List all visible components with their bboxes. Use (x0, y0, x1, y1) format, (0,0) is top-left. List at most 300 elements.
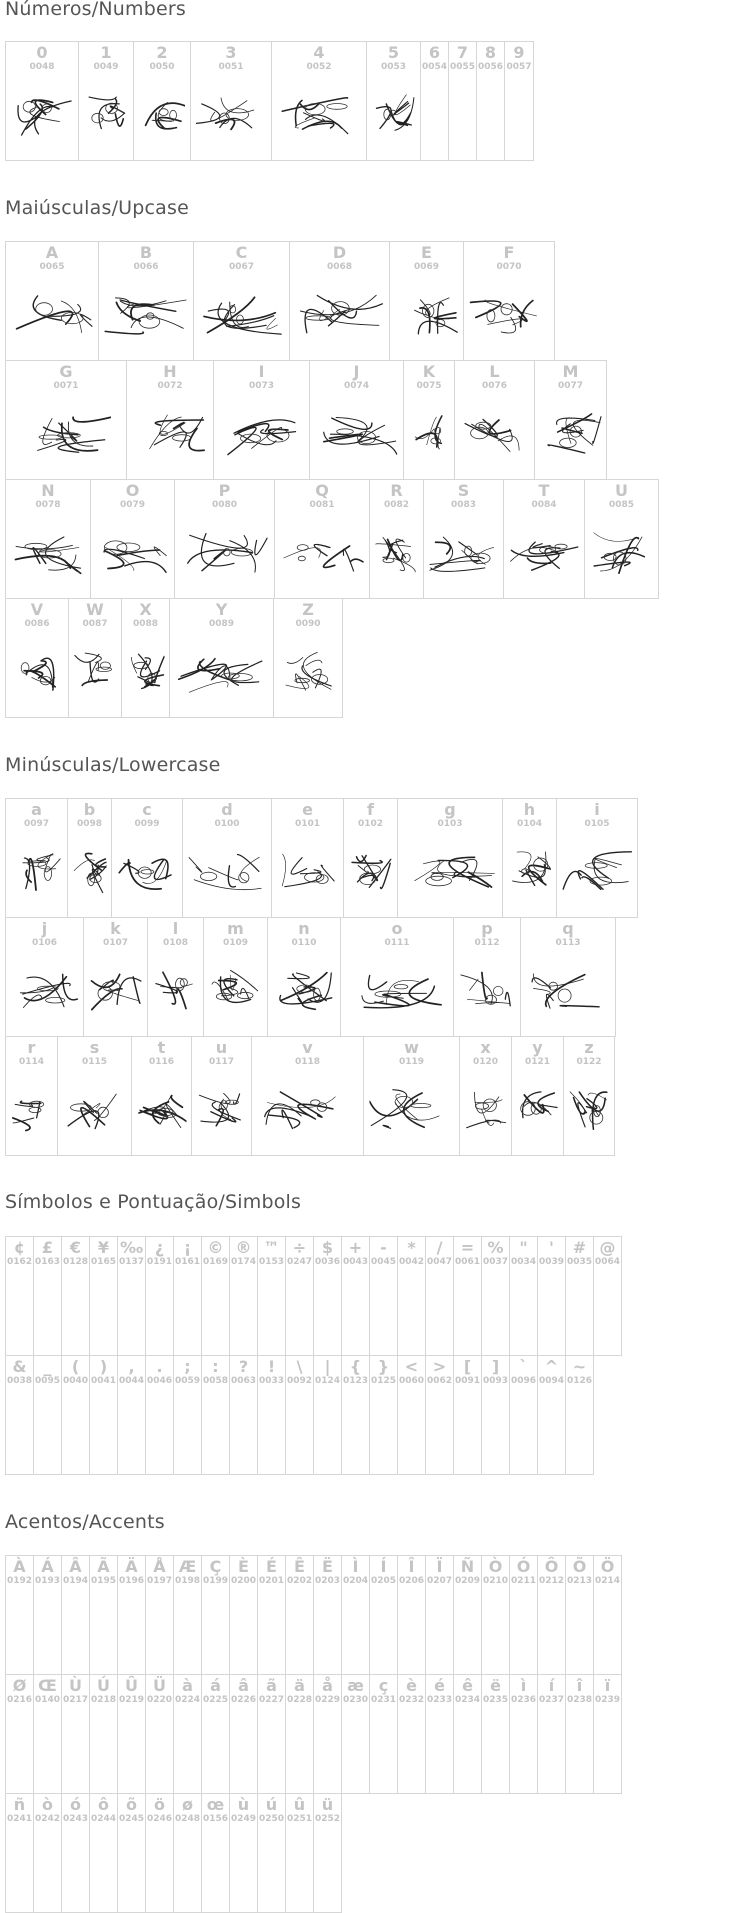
glyph-character: Ö (600, 1557, 615, 1576)
glyph-character: Z (302, 600, 314, 619)
glyph-code: 0174 (230, 1257, 257, 1267)
glyph-cell (61, 1793, 90, 1913)
glyph-character: _ (43, 1357, 52, 1376)
glyph-character: R (390, 481, 403, 500)
glyph-cell (537, 1236, 566, 1356)
glyph-cell (285, 1674, 314, 1794)
ornament-glyph-icon (132, 411, 208, 457)
glyph-cell (453, 1555, 482, 1675)
glyph-character: ã (266, 1676, 277, 1695)
glyph-cell (481, 1355, 510, 1475)
glyph-character: ) (99, 1357, 108, 1376)
glyph-code: 0044 (118, 1376, 145, 1386)
glyph-code: 0165 (90, 1257, 117, 1267)
ornament-glyph-icon (84, 92, 128, 138)
glyph-cell (397, 1674, 426, 1794)
glyph-character: & (12, 1357, 27, 1376)
glyph-code: 0067 (228, 262, 255, 272)
glyph-cell (5, 241, 99, 361)
glyph-character: D (332, 243, 347, 262)
glyph-code: 0236 (510, 1695, 537, 1705)
glyph-code: 0074 (343, 381, 370, 391)
glyph-cell (565, 1674, 594, 1794)
glyph-code: 0248 (174, 1814, 201, 1824)
glyph-code: 0037 (482, 1257, 509, 1267)
glyph-cell (61, 1674, 90, 1794)
ornament-glyph-icon (465, 1087, 506, 1133)
glyph-character: N (41, 481, 55, 500)
glyph-cell (309, 360, 404, 480)
glyph-character: S (457, 481, 470, 500)
glyph-character: c (142, 800, 152, 819)
glyph-code: 0226 (230, 1695, 257, 1705)
glyph-cell (145, 1236, 174, 1356)
glyph-cell (173, 1793, 202, 1913)
ornament-glyph-icon (188, 849, 266, 895)
glyph-character: 6 (428, 43, 441, 62)
glyph-code: 0039 (538, 1257, 565, 1267)
glyph-character: \ (296, 1357, 303, 1376)
glyph-code: 0195 (90, 1576, 117, 1586)
glyph-cell (67, 798, 112, 918)
glyph-code: 0117 (208, 1057, 235, 1067)
glyph-code: 0072 (157, 381, 183, 391)
glyph-row (5, 917, 615, 1037)
glyph-code: 0125 (370, 1376, 397, 1386)
ornament-glyph-icon (73, 849, 106, 895)
glyph-cell (509, 1674, 538, 1794)
glyph-code: 0096 (510, 1376, 537, 1386)
ornament-glyph-icon (280, 530, 364, 576)
glyph-code: 0207 (426, 1576, 453, 1586)
ornament-glyph-icon (509, 530, 579, 576)
glyph-cell (481, 1236, 510, 1356)
glyph-code: 0212 (538, 1576, 565, 1586)
ornament-glyph-icon (196, 92, 266, 138)
glyph-cell (174, 479, 275, 599)
glyph-code: 0202 (286, 1576, 313, 1586)
glyph-code: 0198 (174, 1576, 201, 1586)
glyph-cell (182, 798, 272, 918)
glyph-code: 0070 (496, 262, 522, 272)
glyph-cell (251, 1036, 364, 1156)
glyph-cell (509, 1555, 538, 1675)
glyph-code: 0106 (31, 938, 58, 948)
ornament-glyph-icon (277, 849, 338, 895)
glyph-code: 0128 (62, 1257, 89, 1267)
glyph-cell (274, 479, 370, 599)
ornament-glyph-icon (89, 968, 142, 1014)
glyph-cell (5, 917, 84, 1037)
glyph-cell (420, 41, 449, 161)
glyph-character: q (562, 919, 574, 938)
glyph-character: ( (71, 1357, 80, 1376)
glyph-cell (89, 1355, 118, 1475)
glyph-cell (454, 360, 535, 480)
glyph-code: 0156 (202, 1814, 229, 1824)
glyph-code: 0197 (146, 1576, 173, 1586)
glyph-character: ' (549, 1238, 554, 1257)
glyph-code: 0047 (426, 1257, 453, 1267)
glyph-code: 0055 (449, 62, 476, 72)
glyph-cell (341, 1555, 370, 1675)
glyph-character: L (489, 362, 500, 381)
glyph-cell (509, 1355, 538, 1475)
glyph-cell (5, 479, 91, 599)
ornament-glyph-icon (177, 649, 267, 695)
glyph-cell (78, 41, 134, 161)
glyph-character: ~ (572, 1357, 587, 1376)
glyph-cell (173, 1674, 202, 1794)
glyph-character: ¿ (154, 1238, 165, 1257)
section-title-accents: Acentos/Accents (5, 1511, 165, 1533)
glyph-character: É (266, 1557, 277, 1576)
ornament-glyph-icon (263, 1087, 353, 1133)
glyph-cell (145, 1674, 174, 1794)
glyph-cell (271, 41, 367, 161)
glyph-cell (565, 1555, 594, 1675)
glyph-code: 0075 (416, 381, 442, 391)
glyph-code: 0110 (291, 938, 317, 948)
glyph-code: 0245 (118, 1814, 145, 1824)
glyph-cell (313, 1355, 342, 1475)
glyph-code: 0124 (314, 1376, 341, 1386)
glyph-cell (89, 1555, 118, 1675)
glyph-row (5, 1236, 621, 1356)
glyph-character: / (436, 1238, 443, 1257)
glyph-row (5, 479, 658, 599)
glyph-code: 0118 (294, 1057, 321, 1067)
glyph-code: 0076 (481, 381, 508, 391)
glyph-row (5, 1674, 621, 1794)
glyph-cell (511, 1036, 564, 1156)
glyph-code: 0203 (314, 1576, 341, 1586)
glyph-code: 0049 (93, 62, 119, 72)
glyph-character: 7 (456, 43, 469, 62)
glyph-code: 0033 (258, 1376, 285, 1386)
glyph-cell (68, 598, 122, 718)
glyph-code: 0079 (119, 500, 146, 510)
section-title-symbols: Símbolos e Pontuação/Simbols (5, 1191, 302, 1213)
glyph-cell (267, 917, 341, 1037)
glyph-code: 0080 (211, 500, 238, 510)
glyph-code: 0114 (18, 1057, 45, 1067)
glyph-character: ™ (263, 1238, 280, 1257)
ornament-glyph-icon (508, 849, 551, 895)
glyph-code: 0239 (594, 1695, 621, 1705)
glyph-code: 0169 (202, 1257, 229, 1267)
glyph-code: 0122 (576, 1057, 602, 1067)
glyph-code: 0073 (248, 381, 275, 391)
glyph-cell (389, 241, 464, 361)
glyph-code: 0113 (555, 938, 581, 948)
glyph-code: 0251 (286, 1814, 313, 1824)
ornament-glyph-icon (315, 411, 398, 457)
glyph-cell (89, 1793, 118, 1913)
glyph-cell (425, 1555, 454, 1675)
glyph-character: õ (126, 1795, 137, 1814)
glyph-cell (502, 798, 557, 918)
glyph-character: g (444, 800, 456, 819)
ornament-glyph-icon (11, 530, 85, 576)
glyph-cell (145, 1793, 174, 1913)
glyph-cell (369, 1674, 398, 1794)
ornament-glyph-icon (405, 849, 495, 895)
glyph-character: : (212, 1357, 219, 1376)
glyph-character: œ (206, 1795, 225, 1814)
glyph-character: o (391, 919, 403, 938)
glyph-cell (121, 598, 170, 718)
glyph-code: 0051 (218, 62, 244, 72)
glyph-code: 0088 (132, 619, 159, 629)
glyph-character: k (110, 919, 121, 938)
glyph-character: © (207, 1238, 224, 1257)
glyph-cell (33, 1555, 62, 1675)
glyph-code: 0246 (146, 1814, 173, 1824)
ornament-glyph-icon (459, 968, 515, 1014)
glyph-character: = (460, 1238, 475, 1257)
glyph-code: 0235 (482, 1695, 509, 1705)
glyph-character: Â (69, 1557, 82, 1576)
glyph-cell (448, 41, 477, 161)
glyph-cell (83, 917, 148, 1037)
glyph-code: 0233 (426, 1695, 453, 1705)
glyph-character: M (562, 362, 579, 381)
glyph-row (5, 1036, 614, 1156)
glyph-code: 0097 (23, 819, 50, 829)
glyph-code: 0056 (477, 62, 504, 72)
glyph-row (5, 598, 342, 718)
ornament-glyph-icon (369, 1087, 454, 1133)
glyph-cell (425, 1355, 454, 1475)
glyph-character: i (594, 800, 600, 819)
glyph-code: 0201 (258, 1576, 285, 1586)
glyph-code: 0193 (34, 1576, 61, 1586)
glyph-character: { (349, 1357, 362, 1376)
glyph-code: 0069 (413, 262, 440, 272)
glyph-cell (61, 1236, 90, 1356)
glyph-character: ^ (544, 1357, 559, 1376)
glyph-character: p (481, 919, 493, 938)
glyph-cell (397, 1236, 426, 1356)
glyph-cell (459, 1036, 512, 1156)
glyph-cell (201, 1793, 230, 1913)
glyph-code: 0100 (214, 819, 240, 829)
glyph-character: ë (490, 1676, 501, 1695)
glyph-cell (340, 917, 454, 1037)
glyph-code: 0035 (566, 1257, 593, 1267)
glyph-code: 0083 (450, 500, 477, 510)
glyph-character: Á (41, 1557, 54, 1576)
glyph-character: Œ (38, 1676, 57, 1695)
glyph-character: ¢ (13, 1238, 26, 1257)
glyph-cell (33, 1236, 62, 1356)
glyph-code: 0038 (6, 1376, 33, 1386)
glyph-code: 0119 (398, 1057, 425, 1067)
glyph-cell (565, 1236, 594, 1356)
glyph-code: 0108 (162, 938, 189, 948)
glyph-row (5, 241, 554, 361)
glyph-cell (257, 1793, 286, 1913)
glyph-cell (33, 1793, 62, 1913)
glyph-code: 0084 (531, 500, 557, 510)
glyph-code: 0218 (90, 1695, 117, 1705)
glyph-cell (5, 598, 69, 718)
glyph-cell (271, 798, 344, 918)
glyph-character: ñ (13, 1795, 26, 1814)
glyph-cell (584, 479, 659, 599)
glyph-cell (193, 241, 290, 361)
ornament-glyph-icon (21, 411, 111, 457)
glyph-character: y (532, 1038, 543, 1057)
glyph-cell (593, 1555, 622, 1675)
glyph-code: 0200 (230, 1576, 257, 1586)
glyph-character: â (238, 1676, 249, 1695)
glyph-character: À (13, 1557, 26, 1576)
glyph-cell (33, 1674, 62, 1794)
glyph-code: 0068 (326, 262, 353, 272)
glyph-character: Í (380, 1557, 387, 1576)
ornament-glyph-icon (429, 530, 498, 576)
glyph-code: 0045 (370, 1257, 397, 1267)
glyph-row (5, 360, 606, 480)
glyph-character: r (27, 1038, 36, 1057)
glyph-code: 0105 (584, 819, 610, 829)
glyph-character: . (156, 1357, 163, 1376)
glyph-code: 0102 (357, 819, 384, 829)
glyph-cell (257, 1555, 286, 1675)
glyph-character: ò (42, 1795, 53, 1814)
glyph-cell (5, 1236, 34, 1356)
ornament-glyph-icon (273, 968, 335, 1014)
glyph-code: 0126 (566, 1376, 593, 1386)
glyph-code: 0053 (380, 62, 407, 72)
glyph-cell (90, 479, 175, 599)
glyph-code: 0123 (342, 1376, 369, 1386)
ornament-glyph-icon (153, 968, 198, 1014)
glyph-code: 0162 (6, 1257, 33, 1267)
glyph-cell (145, 1355, 174, 1475)
glyph-code: 0034 (510, 1257, 537, 1267)
glyph-code: 0062 (426, 1376, 453, 1386)
glyph-cell (229, 1236, 258, 1356)
glyph-character: C (235, 243, 248, 262)
glyph-cell (257, 1355, 286, 1475)
glyph-character: ® (235, 1238, 252, 1257)
glyph-code: 0107 (102, 938, 129, 948)
glyph-code: 0048 (29, 62, 55, 72)
glyph-character: 3 (225, 43, 237, 62)
ornament-glyph-icon (526, 968, 610, 1014)
glyph-character: 9 (513, 43, 525, 62)
glyph-row (5, 1355, 593, 1475)
glyph-character: å (322, 1676, 333, 1695)
glyph-cell (5, 41, 79, 161)
glyph-character: Ä (125, 1557, 138, 1576)
glyph-cell (289, 241, 390, 361)
glyph-character: } (377, 1357, 390, 1376)
glyph-code: 0043 (342, 1257, 369, 1267)
glyph-character: B (139, 243, 153, 262)
glyph-character: ï (604, 1676, 611, 1695)
glyph-code: 0095 (34, 1376, 61, 1386)
glyph-character: 0 (36, 43, 48, 62)
glyph-cell (5, 360, 127, 480)
ornament-glyph-icon (104, 292, 188, 338)
ornament-glyph-icon (11, 92, 73, 138)
glyph-character: n (298, 919, 310, 938)
glyph-character: 5 (387, 43, 400, 62)
glyph-code: 0220 (146, 1695, 173, 1705)
glyph-code: 0109 (222, 938, 249, 948)
glyph-code: 0163 (34, 1257, 61, 1267)
glyph-cell (425, 1236, 454, 1356)
glyph-cell (453, 1236, 482, 1356)
glyph-character: ú (265, 1795, 278, 1814)
glyph-code: 0120 (472, 1057, 499, 1067)
glyph-code: 0081 (309, 500, 335, 510)
ornament-glyph-icon (139, 92, 185, 138)
glyph-character: ø (182, 1795, 193, 1814)
glyph-code: 0247 (286, 1257, 313, 1267)
glyph-cell (537, 1355, 566, 1475)
glyph-cell (369, 1236, 398, 1356)
glyph-code: 0213 (566, 1576, 593, 1586)
glyph-code: 0153 (258, 1257, 285, 1267)
glyph-cell (229, 1674, 258, 1794)
glyph-character: é (434, 1676, 445, 1695)
glyph-cell (117, 1355, 146, 1475)
glyph-cell (117, 1793, 146, 1913)
glyph-character: s (89, 1038, 100, 1057)
ornament-glyph-icon (117, 849, 177, 895)
section-title-lowercase: Minúsculas/Lowercase (5, 754, 221, 776)
glyph-code: 0087 (82, 619, 108, 629)
glyph-cell (423, 479, 504, 599)
glyph-character: Ò (488, 1557, 503, 1576)
glyph-code: 0196 (118, 1576, 145, 1586)
glyph-character: A (45, 243, 59, 262)
glyph-character: £ (41, 1238, 54, 1257)
glyph-code: 0112 (474, 938, 500, 948)
glyph-character: @ (599, 1238, 616, 1257)
glyph-cell (117, 1236, 146, 1356)
glyph-code: 0116 (148, 1057, 175, 1067)
glyph-character: è (406, 1676, 417, 1695)
glyph-cell (481, 1674, 510, 1794)
glyph-character: W (86, 600, 104, 619)
glyph-character: t (157, 1038, 166, 1057)
glyph-code: 0086 (24, 619, 50, 629)
glyph-character: Û (125, 1676, 138, 1695)
glyph-code: 0140 (34, 1695, 61, 1705)
glyph-code: 0042 (398, 1257, 425, 1267)
glyph-character: x (480, 1038, 491, 1057)
glyph-character: F (503, 243, 515, 262)
ornament-glyph-icon (74, 649, 116, 695)
glyph-code: 0036 (314, 1257, 341, 1267)
glyph-character: ] (491, 1357, 500, 1376)
ornament-glyph-icon (63, 1087, 126, 1133)
glyph-character: | (324, 1357, 331, 1376)
glyph-character: % (487, 1238, 504, 1257)
glyph-character: + (348, 1238, 363, 1257)
glyph-code: 0234 (454, 1695, 481, 1705)
glyph-cell (453, 1674, 482, 1794)
glyph-cell (593, 1236, 622, 1356)
glyph-cell (537, 1555, 566, 1675)
glyph-cell (173, 1236, 202, 1356)
